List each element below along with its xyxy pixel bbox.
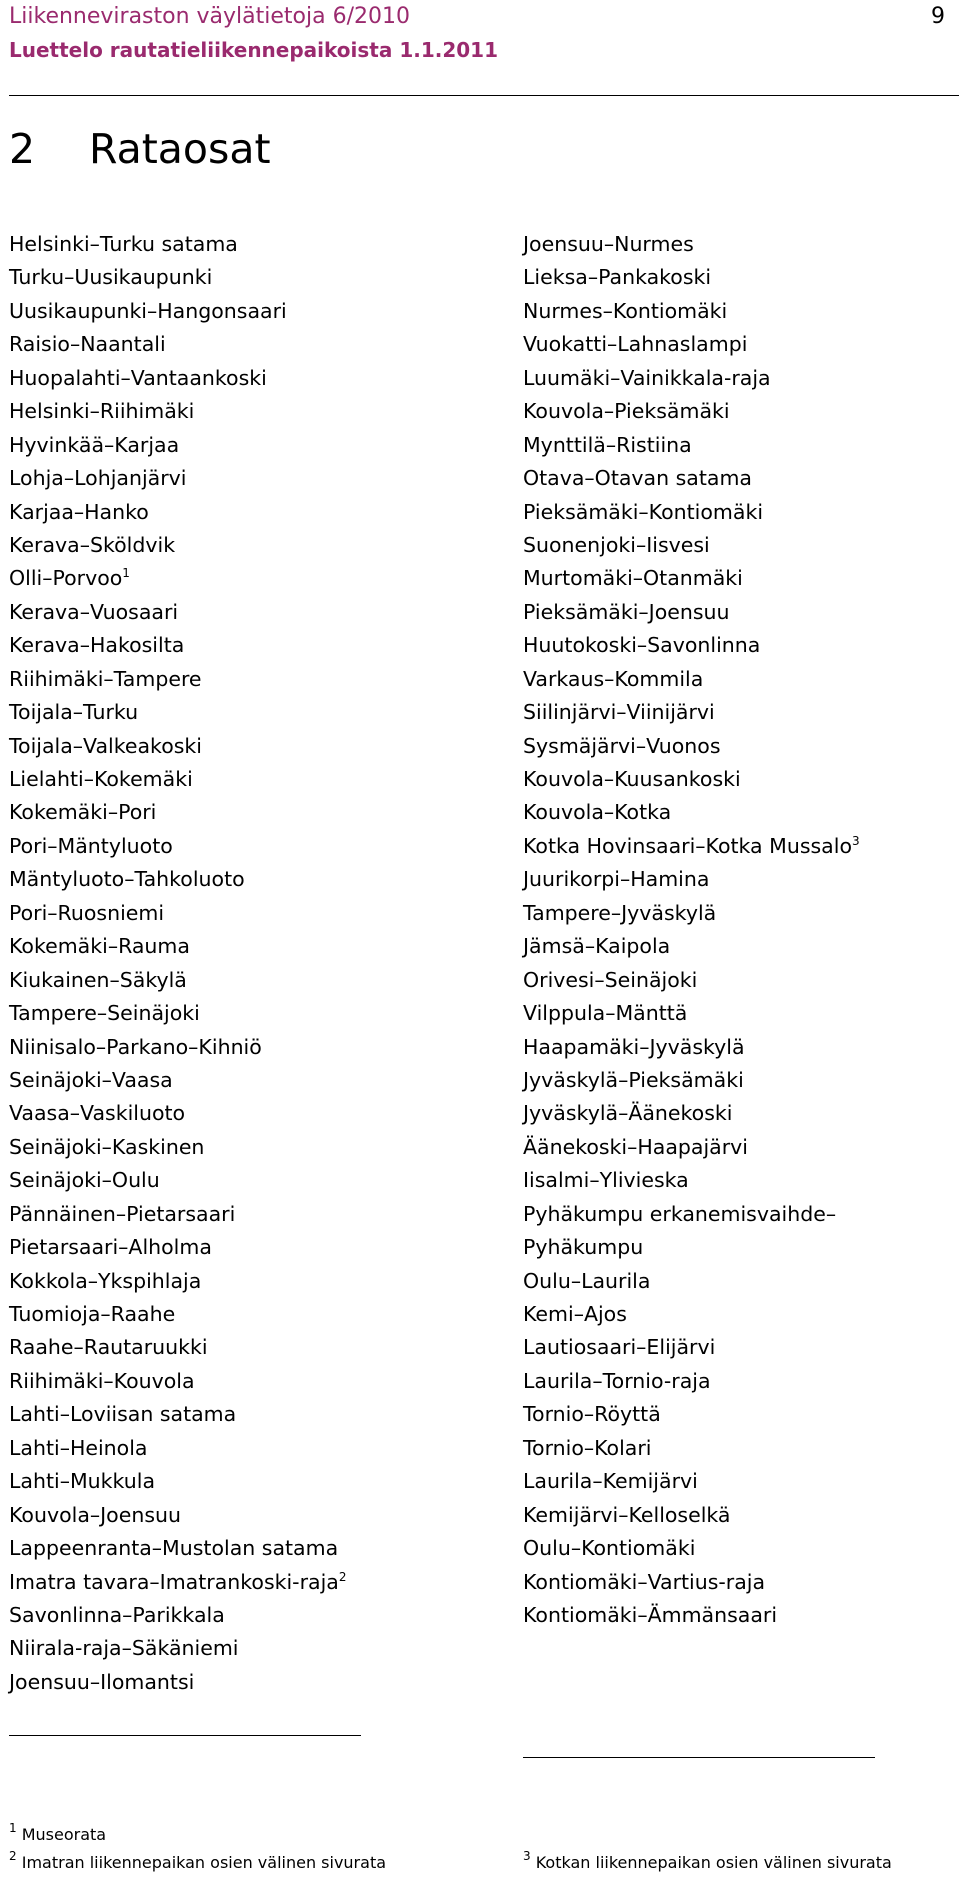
- line-section-name: Pori–Mäntyluoto: [9, 833, 173, 858]
- line-section-name: Kokemäki–Rauma: [9, 934, 190, 959]
- footnote-reference: 2: [338, 1569, 347, 1584]
- line-section-item: [523, 228, 960, 261]
- line-section-name: Laurila–Tornio-raja: [523, 1368, 711, 1393]
- line-section-item: [523, 696, 960, 729]
- line-section-name: Mäntyluoto–Tahkoluoto: [9, 867, 245, 892]
- line-section-name: Pietarsaari–Alholma: [9, 1235, 212, 1260]
- line-section-name: Pori–Ruosniemi: [9, 900, 165, 925]
- line-section-item: [9, 1198, 509, 1231]
- line-section-item: [9, 1465, 509, 1498]
- line-section-name: Sysmäjärvi–Vuonos: [523, 733, 721, 758]
- line-section-name: Tampere–Jyväskylä: [523, 900, 717, 925]
- line-section-name: Haapamäki–Jyväskylä: [523, 1034, 745, 1059]
- line-section-item: [9, 462, 509, 495]
- line-section-item: [9, 429, 509, 462]
- line-section-item: [523, 1097, 960, 1130]
- line-section-item: [9, 696, 509, 729]
- line-section-name: Vaasa–Vaskiluoto: [9, 1101, 186, 1126]
- line-section-name: Kontiomäki–Vartius-raja: [523, 1569, 766, 1594]
- line-section-item: [523, 462, 960, 495]
- line-section-item: [9, 1365, 509, 1398]
- line-section-item: [9, 663, 509, 696]
- line-section-item: [523, 964, 960, 997]
- line-section-item: [523, 863, 960, 896]
- line-section-name: Turku–Uusikaupunki: [9, 265, 213, 290]
- line-section-item: [9, 228, 509, 261]
- footnote-reference: 3: [851, 833, 860, 848]
- line-section-item: [523, 261, 960, 294]
- line-section-name: Juurikorpi–Hamina: [523, 867, 710, 892]
- line-section-name: Kontiomäki–Ämmänsaari: [523, 1602, 778, 1627]
- line-section-item: [523, 930, 960, 963]
- line-section-name: Helsinki–Turku satama: [9, 232, 238, 256]
- line-section-item: [523, 395, 960, 428]
- line-section-name: Huopalahti–Vantaankoski: [9, 365, 267, 390]
- line-section-name: Joensuu–Ilomantsi: [9, 1669, 195, 1694]
- line-section-name: Pieksämäki–Kontiomäki: [523, 499, 764, 524]
- line-section-item: [9, 1298, 509, 1331]
- line-section-name: Seinäjoki–Kaskinen: [9, 1134, 205, 1159]
- line-section-name: Pyhäkumpu: [523, 1235, 644, 1260]
- line-section-item: [9, 930, 509, 963]
- line-section-item: [9, 863, 509, 896]
- line-section-item: [9, 1131, 509, 1164]
- line-section-item: [9, 1064, 509, 1097]
- line-section-item: [523, 529, 960, 562]
- line-section-item: [9, 830, 509, 863]
- line-section-item: [9, 964, 509, 997]
- line-section-name: Tuomioja–Raahe: [9, 1302, 176, 1326]
- line-section-name: Seinäjoki–Vaasa: [9, 1067, 173, 1092]
- line-section-name: Iisalmi–Ylivieska: [523, 1168, 689, 1193]
- publication-title: Luettelo rautatieliikennepaikoista 1.1.2011: [9, 38, 499, 62]
- line-section-name: Lautiosaari–Elijärvi: [523, 1335, 716, 1360]
- line-section-item: [9, 562, 509, 595]
- line-section-item: [523, 1499, 960, 1532]
- line-section-name: Tornio–Kolari: [523, 1435, 652, 1460]
- line-section-item: [9, 261, 509, 294]
- line-section-item: [523, 1231, 960, 1264]
- line-section-item: [523, 796, 960, 829]
- line-section-item: [523, 1198, 960, 1231]
- line-section-item: [523, 1031, 960, 1064]
- line-section-item: [9, 1164, 509, 1197]
- line-section-name: Otava–Otavan satama: [523, 466, 752, 491]
- line-section-name: Pyhäkumpu erkanemisvaihde–: [523, 1201, 837, 1226]
- line-section-name: Kotka Hovinsaari–Kotka Mussalo: [523, 833, 852, 858]
- footnote-reference: 1: [122, 566, 130, 581]
- line-section-item: [9, 1097, 509, 1130]
- line-section-item: [523, 1398, 960, 1431]
- line-section-item: [9, 1432, 509, 1465]
- line-section-item: [523, 763, 960, 796]
- section-heading: [9, 124, 271, 174]
- footnote-2: [9, 1849, 387, 1873]
- line-section-name: Mynttilä–Ristiina: [523, 432, 692, 457]
- line-section-name: Kouvola–Kotka: [523, 800, 672, 825]
- line-section-name: Uusikaupunki–Hangonsaari: [9, 298, 287, 323]
- line-section-name: Jyväskylä–Pieksämäki: [523, 1067, 744, 1092]
- line-section-name: Oulu–Laurila: [523, 1268, 651, 1293]
- page-number: 9: [931, 4, 945, 29]
- line-section-name: Lahti–Loviisan satama: [9, 1402, 237, 1427]
- line-section-name: Kemijärvi–Kelloselkä: [523, 1502, 731, 1527]
- left-column-list: [9, 228, 509, 1699]
- line-section-item: [9, 1031, 509, 1064]
- line-section-name: Lahti–Mukkula: [9, 1469, 156, 1494]
- line-section-item: [9, 796, 509, 829]
- line-section-item: [9, 1398, 509, 1431]
- line-section-item: [523, 629, 960, 662]
- line-section-name: Siilinjärvi–Viinijärvi: [523, 700, 715, 725]
- line-section-name: Kiukainen–Säkylä: [9, 967, 187, 992]
- line-section-name: Lieksa–Pankakoski: [523, 265, 712, 290]
- line-section-name: Varkaus–Kommila: [523, 666, 704, 691]
- line-section-item: [523, 1599, 960, 1632]
- line-section-name: Kouvola–Kuusankoski: [523, 767, 741, 791]
- line-section-name: Hyvinkää–Karjaa: [9, 432, 180, 457]
- footnote-text: Kotkan liikennepaikan osien välinen sivurata: [535, 1853, 892, 1872]
- publication-series: Liikenneviraston väylätietoja 6/2010: [9, 4, 410, 29]
- line-section-name: Pieksämäki–Joensuu: [523, 599, 730, 624]
- line-section-item: [523, 897, 960, 930]
- line-section-item: [523, 1164, 960, 1197]
- line-section-item: [523, 562, 960, 595]
- footnote-divider-left: [9, 1735, 361, 1736]
- line-section-item: [9, 295, 509, 328]
- line-section-item: [9, 328, 509, 361]
- line-section-item: [523, 362, 960, 395]
- line-section-name: Lielahti–Kokemäki: [9, 767, 193, 791]
- line-section-item: [523, 830, 960, 863]
- line-section-name: Jämsä–Kaipola: [523, 934, 671, 959]
- line-section-item: [523, 663, 960, 696]
- line-section-item: [523, 1331, 960, 1364]
- line-section-name: Nurmes–Kontiomäki: [523, 298, 728, 323]
- line-section-name: Kerava–Vuosaari: [9, 599, 179, 624]
- line-section-name: Luumäki–Vainikkala-raja: [523, 365, 771, 390]
- line-section-item: [9, 1599, 509, 1632]
- line-section-name: Suonenjoki–Iisvesi: [523, 532, 710, 557]
- line-section-name: Lahti–Heinola: [9, 1435, 148, 1460]
- line-section-name: Tampere–Seinäjoki: [9, 1001, 200, 1026]
- line-section-name: Kokemäki–Pori: [9, 800, 157, 825]
- footnote-text: Museorata: [21, 1825, 107, 1844]
- line-section-name: Toijala–Valkeakoski: [9, 733, 202, 758]
- line-section-item: [523, 1131, 960, 1164]
- line-section-name: Äänekoski–Haapajärvi: [523, 1134, 748, 1159]
- footnote-mark: 3: [523, 1849, 531, 1863]
- line-section-name: Riihimäki–Kouvola: [9, 1368, 195, 1393]
- line-section-item: [523, 730, 960, 763]
- right-column-list: [523, 228, 960, 1632]
- line-section-name: Huutokoski–Savonlinna: [523, 633, 761, 658]
- line-section-name: Laurila–Kemijärvi: [523, 1469, 698, 1494]
- footnote-mark: 2: [9, 1849, 17, 1863]
- line-section-name: Raahe–Rautaruukki: [9, 1335, 208, 1360]
- line-section-name: Seinäjoki–Oulu: [9, 1168, 160, 1193]
- line-section-item: [523, 1432, 960, 1465]
- line-section-item: [523, 997, 960, 1030]
- line-section-name: Kerava–Sköldvik: [9, 532, 176, 557]
- line-section-name: Kemi–Ajos: [523, 1302, 627, 1326]
- line-section-name: Vilppula–Mänttä: [523, 1001, 688, 1026]
- line-section-item: [523, 328, 960, 361]
- line-section-item: [9, 897, 509, 930]
- line-section-name: Kokkola–Ykspihlaja: [9, 1268, 202, 1293]
- line-section-name: Kerava–Hakosilta: [9, 633, 185, 658]
- line-section-item: [523, 295, 960, 328]
- line-section-item: [523, 1298, 960, 1331]
- line-section-item: [9, 1331, 509, 1364]
- line-section-item: [523, 429, 960, 462]
- line-section-item: [9, 1666, 509, 1699]
- line-section-item: [523, 1265, 960, 1298]
- section-title: Rataosat: [89, 125, 271, 173]
- footnote-1: [9, 1821, 107, 1845]
- line-section-item: [9, 629, 509, 662]
- line-section-name: Niirala-raja–Säkäniemi: [9, 1636, 239, 1661]
- line-section-item: [523, 1566, 960, 1599]
- line-section-item: [9, 362, 509, 395]
- line-section-item: [9, 1231, 509, 1264]
- line-section-item: [523, 1465, 960, 1498]
- line-section-item: [523, 496, 960, 529]
- line-section-name: Kouvola–Pieksämäki: [523, 399, 730, 424]
- line-section-name: Pännäinen–Pietarsaari: [9, 1201, 236, 1226]
- header-divider: [9, 95, 959, 96]
- line-section-item: [9, 730, 509, 763]
- line-section-name: Savonlinna–Parikkala: [9, 1602, 225, 1627]
- line-section-name: Tornio–Röyttä: [523, 1402, 661, 1427]
- line-section-name: Joensuu–Nurmes: [523, 232, 694, 256]
- line-section-item: [9, 496, 509, 529]
- line-section-item: [523, 1532, 960, 1565]
- footnote-text: Imatran liikennepaikan osien välinen sivurata: [21, 1853, 387, 1872]
- line-section-name: Murtomäki–Otanmäki: [523, 566, 743, 591]
- line-section-name: Niinisalo–Parkano–Kihniö: [9, 1034, 262, 1059]
- footnote-divider-right: [523, 1757, 875, 1758]
- line-section-item: [9, 997, 509, 1030]
- line-section-item: [523, 1365, 960, 1398]
- line-section-item: [9, 1632, 509, 1665]
- line-section-name: Toijala–Turku: [9, 700, 139, 725]
- line-section-item: [9, 395, 509, 428]
- line-section-name: Olli–Porvoo: [9, 566, 123, 591]
- line-section-name: Lohja–Lohjanjärvi: [9, 466, 187, 491]
- line-section-item: [9, 763, 509, 796]
- line-section-name: Helsinki–Riihimäki: [9, 399, 195, 424]
- line-section-item: [9, 1499, 509, 1532]
- line-section-name: Oulu–Kontiomäki: [523, 1536, 696, 1561]
- line-section-name: Imatra tavara–Imatrankoski-raja: [9, 1569, 339, 1594]
- line-section-item: [523, 1064, 960, 1097]
- footnote-mark: 1: [9, 1821, 17, 1835]
- line-section-name: Orivesi–Seinäjoki: [523, 967, 698, 992]
- line-section-name: Riihimäki–Tampere: [9, 666, 202, 691]
- line-section-item: [9, 529, 509, 562]
- line-section-item: [523, 596, 960, 629]
- line-section-name: Lappeenranta–Mustolan satama: [9, 1536, 339, 1561]
- line-section-item: [9, 1532, 509, 1565]
- line-section-name: Raisio–Naantali: [9, 332, 166, 357]
- section-number: 2: [9, 125, 36, 173]
- line-section-name: Kouvola–Joensuu: [9, 1502, 181, 1527]
- footnote-3: [523, 1849, 892, 1873]
- line-section-item: [9, 1265, 509, 1298]
- line-section-item: [9, 1566, 509, 1599]
- line-section-item: [9, 596, 509, 629]
- line-section-name: Karjaa–Hanko: [9, 499, 149, 524]
- line-section-name: Jyväskylä–Äänekoski: [523, 1101, 733, 1126]
- line-section-name: Vuokatti–Lahnaslampi: [523, 332, 748, 357]
